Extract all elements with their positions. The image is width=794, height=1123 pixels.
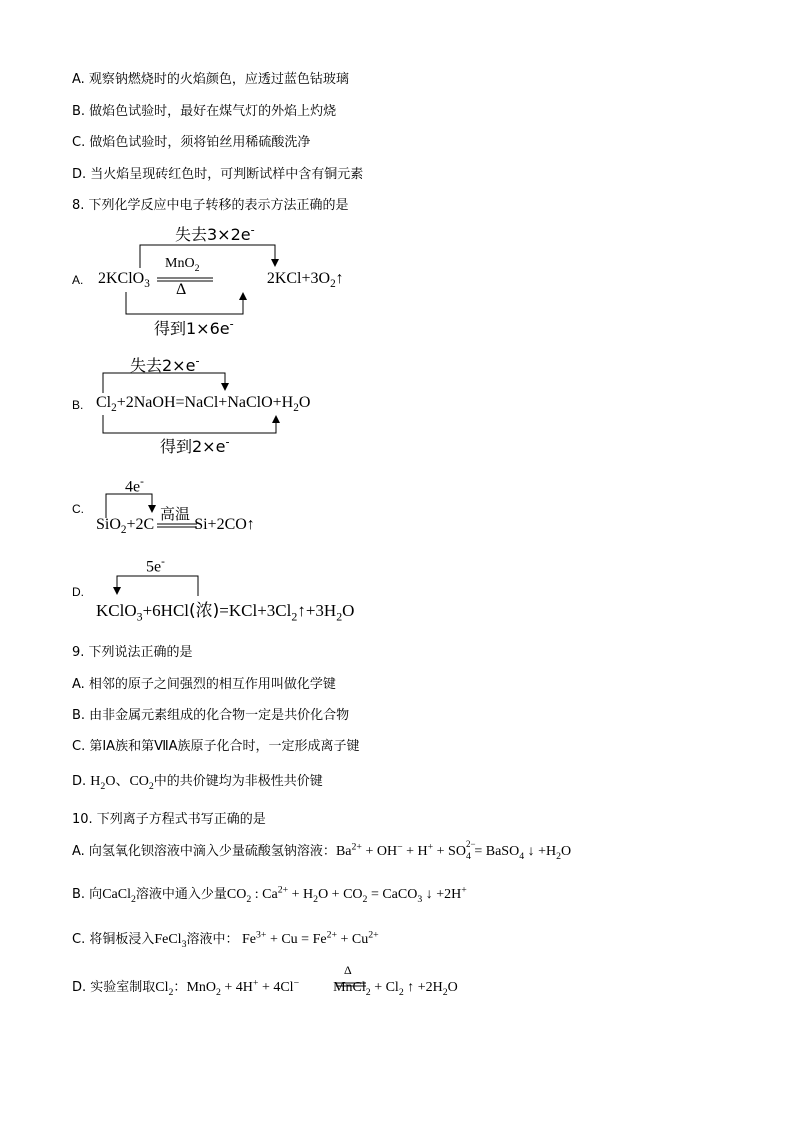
- q8-a-equation: 2KClO$_3$ $2KCl+3O_2↑$: [98, 270, 344, 291]
- q8-c-transfer-arrow: [106, 494, 156, 518]
- q8-a-lose-arrow: [140, 245, 279, 268]
- q10-option-d: D. 实验室制取$Cl_2$：MnO$_2$ + 4H+ + 4Cl− MnCl$_2$ + $Cl_2$ ↑ $+2H_2O$: [72, 977, 458, 998]
- q8-c-electrons: 4e-: [125, 476, 144, 496]
- q10-stem: 10. 下列离子方程式书写正确的是: [72, 812, 266, 827]
- q8-stem: 8. 下列化学反应中电子转移的表示方法正确的是: [72, 198, 349, 213]
- q8-c-label: C.: [72, 502, 84, 516]
- q10-option-a: A. 向氢氧化钡溶液中滴入少量硫酸氢钠溶液：$Ba^{2+} + OH^- + H^+$ + SO $_{2- 4}$ = BaSO$_4$ ↓ $+H_2O$: [72, 838, 572, 862]
- q7-option-b: B. 做焰色试验时，最好在煤气灯的外焰上灼烧: [72, 104, 337, 119]
- q8-b-gain-arrow: [103, 415, 280, 433]
- q10-option-c: C. 将铜板浸入FeCl$_3$溶液中： $Fe^{3+} + Cu = Fe^{2+} + Cu^{2+}$: [72, 929, 379, 950]
- q8-b-equation: $Cl_2+2NaOH=NaCl+NaClO+H_2O$: [96, 394, 311, 415]
- q10-option-b: B. 向CaCl$_2$溶液中通入少量$CO_2$ : $Ca^{2+} + H_2O + CO_2$ = CaCO$_3$ ↓ +2H+: [72, 884, 467, 905]
- q10-d-condition-line: [336, 983, 366, 986]
- q8-a-condition-line: [157, 278, 213, 281]
- q8-a-lose-text: 失去3×2e-: [175, 223, 255, 244]
- q8-b-label: B.: [72, 398, 84, 412]
- q8-d-label: D.: [72, 585, 84, 599]
- q8-b-lose-arrow: [103, 373, 229, 393]
- q8-d-electrons: 5e-: [146, 556, 165, 576]
- q9-stem: 9. 下列说法正确的是: [72, 645, 193, 660]
- q7-option-a: A. 观察钠燃烧时的火焰颜色，应透过蓝色钴玻璃: [72, 72, 349, 87]
- q9-option-c: C. 第ⅠA族和第ⅦA族原子化合时，一定形成离子键: [72, 739, 360, 754]
- q10-d-condition: Δ: [344, 963, 352, 977]
- q8-c-condition: 高温: [160, 505, 191, 523]
- q9-option-d: D. $H_2O$、$CO_2$中的共价键均为非极性共价键: [72, 774, 323, 792]
- q8-b-gain-text: 得到2×e-: [160, 435, 230, 456]
- q8-a-gain-arrow: [126, 292, 247, 314]
- q8-a-label: A.: [72, 273, 84, 287]
- q8-a-cond-bottom: Δ: [176, 281, 187, 298]
- q8-d-transfer-arrow: [113, 576, 198, 596]
- q8-a-cond-top: MnO$_2$: [165, 256, 200, 274]
- q8-a-gain-text: 得到1×6e-: [154, 317, 234, 338]
- q7-option-c: C. 做焰色试验时，须将铂丝用稀硫酸洗净: [72, 135, 311, 150]
- q7-option-d: D. 当火焰呈现砖红色时，可判断试样中含有铜元素: [72, 167, 364, 182]
- q9-option-a: A. 相邻的原子之间强烈的相互作用叫做化学键: [72, 677, 336, 692]
- q8-c-condition-line: [157, 524, 197, 527]
- q8-b-lose-text: 失去2×e-: [130, 354, 200, 375]
- q9-option-b: B. 由非金属元素组成的化合物一定是共价化合物: [72, 708, 350, 723]
- q8-c-equation: SiO$_2$+2C Si+2CO↑: [96, 516, 255, 537]
- q8-d-equation: KClO$_3$+6HCl(浓)$=KCl+3Cl_2↑+3H_2O$: [96, 601, 355, 624]
